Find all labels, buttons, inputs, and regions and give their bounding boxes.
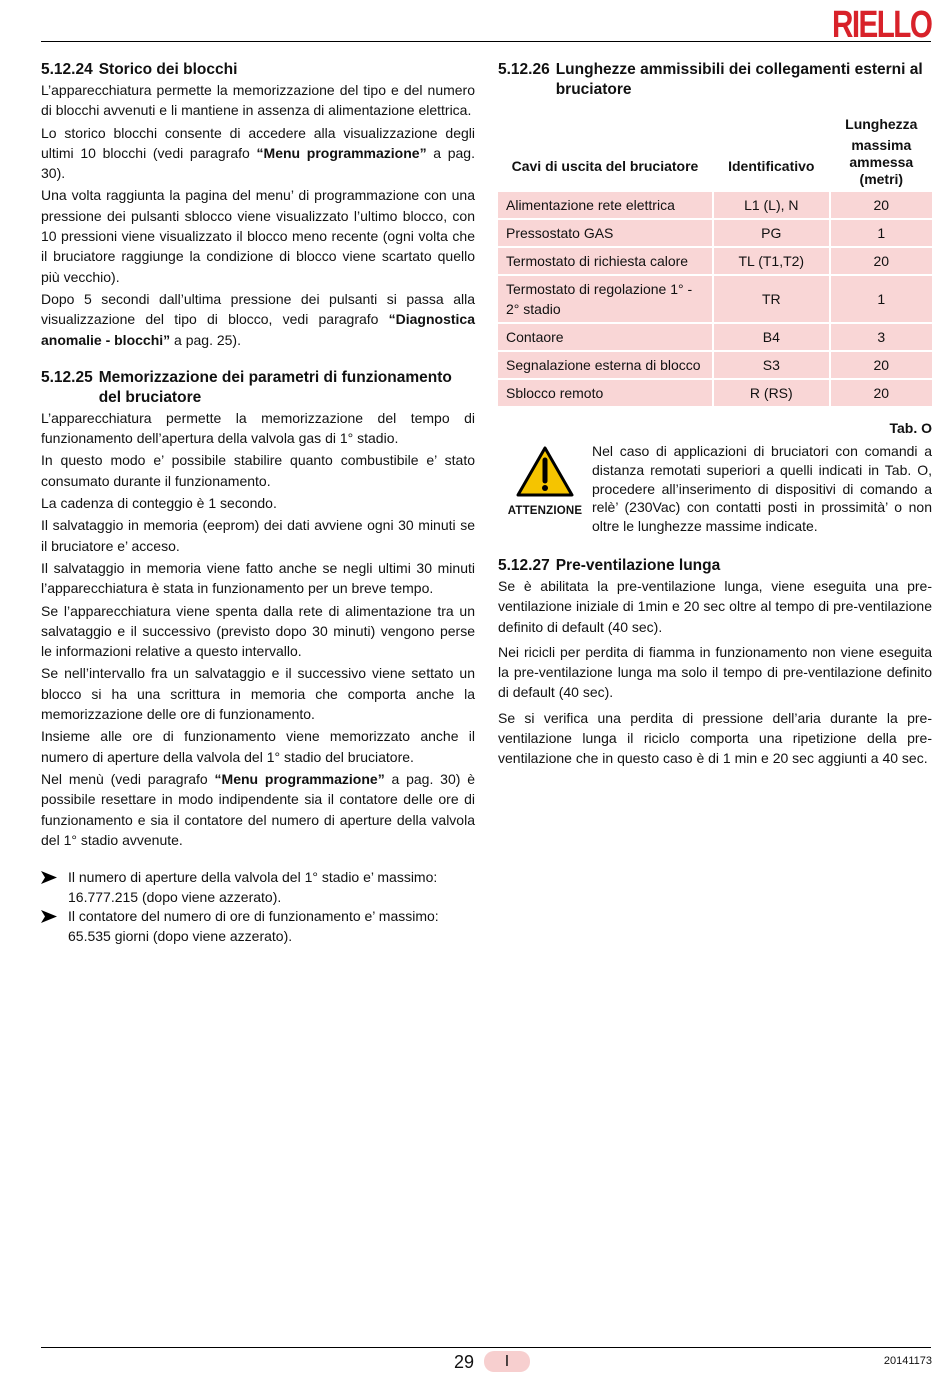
- identifier-cell: TL (T1,T2): [714, 248, 829, 274]
- table-row: [498, 352, 932, 378]
- paragraph: Se si verifica una perdita di pressione dell’aria durante la pre-ventilazione lunga il riciclo comporta una ripetizione della pre-ventilazione che in questo caso è di 1 min e 20 sec aggiunti a 40 sec.: [498, 709, 932, 767]
- paragraph: In questo modo e’ possibile stabilire quanto combustibile e’ stato consumato durante il funzionamento.: [41, 452, 475, 489]
- header-rule: [41, 41, 931, 42]
- length-cell: 20: [831, 248, 932, 274]
- warning-text: Nel caso di applicazioni di bruciatori con comandi a distanza remotati superiori a quelli indicati in Tab. O, procedere all’inserimento di dispositivi di comando a relè’ (230Vac) con contatti posti in prossimità’ o non oltre le lunghezze massime indicate.: [592, 443, 932, 535]
- list-item: Il numero di aperture della valvola del 1° stadio e’ massimo: 16.777.215 (dopo viene azzerato).: [41, 868, 475, 907]
- table-row: [498, 192, 932, 218]
- cable-cell: Contaore: [498, 324, 712, 350]
- length-cell: 1: [831, 276, 932, 322]
- section-number: 5.12.27: [498, 556, 550, 574]
- paragraph: Una volta raggiunta la pagina del menu’ di programmazione con una pressione dei pulsanti sblocco viene visualizzato l’ultimo blocco, con 10 pressioni viene visualizzato il blocco meno recente (ogni volta che il bruciatore raggiunge la condizione di blocco viene scartato quello più vecchio).: [41, 187, 475, 285]
- length-cell: 1: [831, 220, 932, 246]
- section-title: Lunghezze ammissibili dei collegamenti esterni al bruciatore: [555, 61, 923, 98]
- table-row: [498, 276, 932, 322]
- section-heading-5-12-24: [41, 60, 475, 80]
- length-cell: 3: [831, 324, 932, 350]
- document-code: 20141173: [883, 1355, 932, 1367]
- paragraph: Se nell’intervallo fra un salvataggio e il successivo viene settato un blocco si ha una scrittura in memoria che comporta anche la memorizzazione delle ore di funzionamento.: [41, 665, 475, 723]
- table-row: [498, 248, 932, 274]
- paragraph: Dopo 5 secondi dall’ultima pressione dei pulsanti si passa alla visualizzazione del tipo di blocco, vedi paragrafo “Diagnostica anomalie - blocchi” a pag. 25).: [41, 290, 475, 348]
- paragraph: Nei ricicli per perdita di fiamma in funzionamento non viene eseguita la pre-ventilazione lunga ma solo il tempo di pre-ventilazione definito di default (40 sec).: [498, 643, 932, 701]
- paragraph: Nel menù (vedi paragrafo “Menu programmazione” a pag. 30) è possibile resettare in modo indipendente sia il contatore delle ore di funzionamento e sia il contatore del numero di aperture della valvola del 1° stadio avvenute.: [41, 770, 475, 848]
- left-column: [41, 60, 475, 946]
- cable-cell: Termostato di regolazione 1° - 2° stadio: [498, 276, 712, 322]
- cross-reference: “Menu programmazione”: [256, 144, 427, 161]
- paragraph: Se è abilitata la pre-ventilazione lunga, viene eseguita una pre-ventilazione iniziale di 1min e 20 sec oltre al tempo di pre-ventilazione definito di default (40 sec).: [498, 577, 932, 635]
- identifier-cell: B4: [714, 324, 829, 350]
- paragraph: La cadenza di conteggio è 1 secondo.: [41, 495, 277, 512]
- cable-cell: Alimentazione rete elettrica: [498, 192, 712, 218]
- cable-cell: Pressostato GAS: [498, 220, 712, 246]
- cable-cell: Segnalazione esterna di blocco: [498, 352, 712, 378]
- paragraph: Il salvataggio in memoria viene fatto anche se negli ultimi 30 minuti l’apparecchiatura è stata in funzionamento per un breve tempo.: [41, 559, 475, 597]
- paragraph: Insieme alle ore di funzionamento viene memorizzato anche il numero di aperture della valvola del 1° stadio del bruciatore.: [41, 728, 475, 765]
- identifier-cell: R (RS): [714, 380, 829, 406]
- cable-length-table: [496, 112, 934, 408]
- warning-triangle-icon: [516, 446, 574, 498]
- table-row: [498, 324, 932, 350]
- length-cell: 20: [831, 192, 932, 218]
- section-title: Storico dei blocchi: [98, 61, 238, 78]
- table-reference: Tab. O: [889, 420, 932, 436]
- paragraph: L’apparecchiatura permette la memorizzazione del tempo di funzionamento dell’apertura della valvola gas di 1° stadio.: [41, 409, 475, 447]
- cable-cell: Sblocco remoto: [498, 380, 712, 406]
- section-title: Pre-ventilazione lunga: [555, 556, 721, 574]
- identifier-cell: S3: [714, 352, 829, 378]
- identifier-cell: L1 (L), N: [714, 192, 829, 218]
- paragraph: Lo storico blocchi consente di accedere alla visualizzazione degli ultimi 10 blocchi (vedi paragrafo “Menu programmazione” a pag. 30).: [41, 124, 475, 182]
- column-header: Identificativo: [728, 158, 815, 174]
- section-heading-5-12-26: [498, 60, 932, 100]
- section-title: Memorizzazione dei parametri di funzionamento del bruciatore: [98, 368, 452, 406]
- identifier-cell: TR: [714, 276, 829, 322]
- footer-rule: [41, 1347, 931, 1348]
- right-column: [498, 60, 932, 771]
- paragraph: Il salvataggio in memoria (eeprom) dei dati avviene ogni 30 minuti se il bruciatore e’ acceso.: [41, 517, 475, 554]
- identifier-cell: PG: [714, 220, 829, 246]
- section-heading-5-12-25: [41, 368, 475, 408]
- cross-reference: “Menu programmazione”: [214, 770, 385, 787]
- table-row: [498, 380, 932, 406]
- paragraph: Se l’apparecchiatura viene spenta dalla rete di alimentazione tra un salvataggio e il successivo (previsto dopo 30 minuti) vengono perse le informazioni relative a questo intervallo.: [41, 602, 475, 660]
- section-number: 5.12.25: [41, 368, 93, 386]
- brand-logo: RIELLO: [831, 4, 931, 46]
- warning-label: ATTENZIONE: [507, 505, 583, 517]
- page-number: 29: [454, 1352, 475, 1372]
- list-item: Il contatore del numero di ore di funzionamento e’ massimo: 65.535 giorni (dopo viene azzerato).: [41, 907, 475, 946]
- cross-reference: “Diagnostica anomalie - blocchi”: [41, 311, 475, 348]
- arrow-bullet-icon: [41, 910, 57, 923]
- cable-cell: Termostato di richiesta calore: [498, 248, 712, 274]
- language-badge: I: [484, 1351, 530, 1372]
- arrow-bullet-icon: [41, 871, 57, 884]
- section-heading-5-12-27: [498, 556, 932, 576]
- bullet-list: [41, 868, 475, 946]
- section-number: 5.12.26: [498, 61, 550, 78]
- table-row: [498, 220, 932, 246]
- length-cell: 20: [831, 352, 932, 378]
- length-cell: 20: [831, 380, 932, 406]
- column-header: Cavi di uscita del bruciatore: [511, 158, 699, 174]
- column-header: Lunghezza massima ammessa (metri): [845, 116, 918, 187]
- section-number: 5.12.24: [41, 61, 93, 78]
- warning-box: [498, 442, 932, 536]
- paragraph: L’apparecchiatura permette la memorizzazione del tipo e del numero di blocchi avvenuti e li mantiene in assenza di alimentazione elettrica.: [41, 82, 475, 119]
